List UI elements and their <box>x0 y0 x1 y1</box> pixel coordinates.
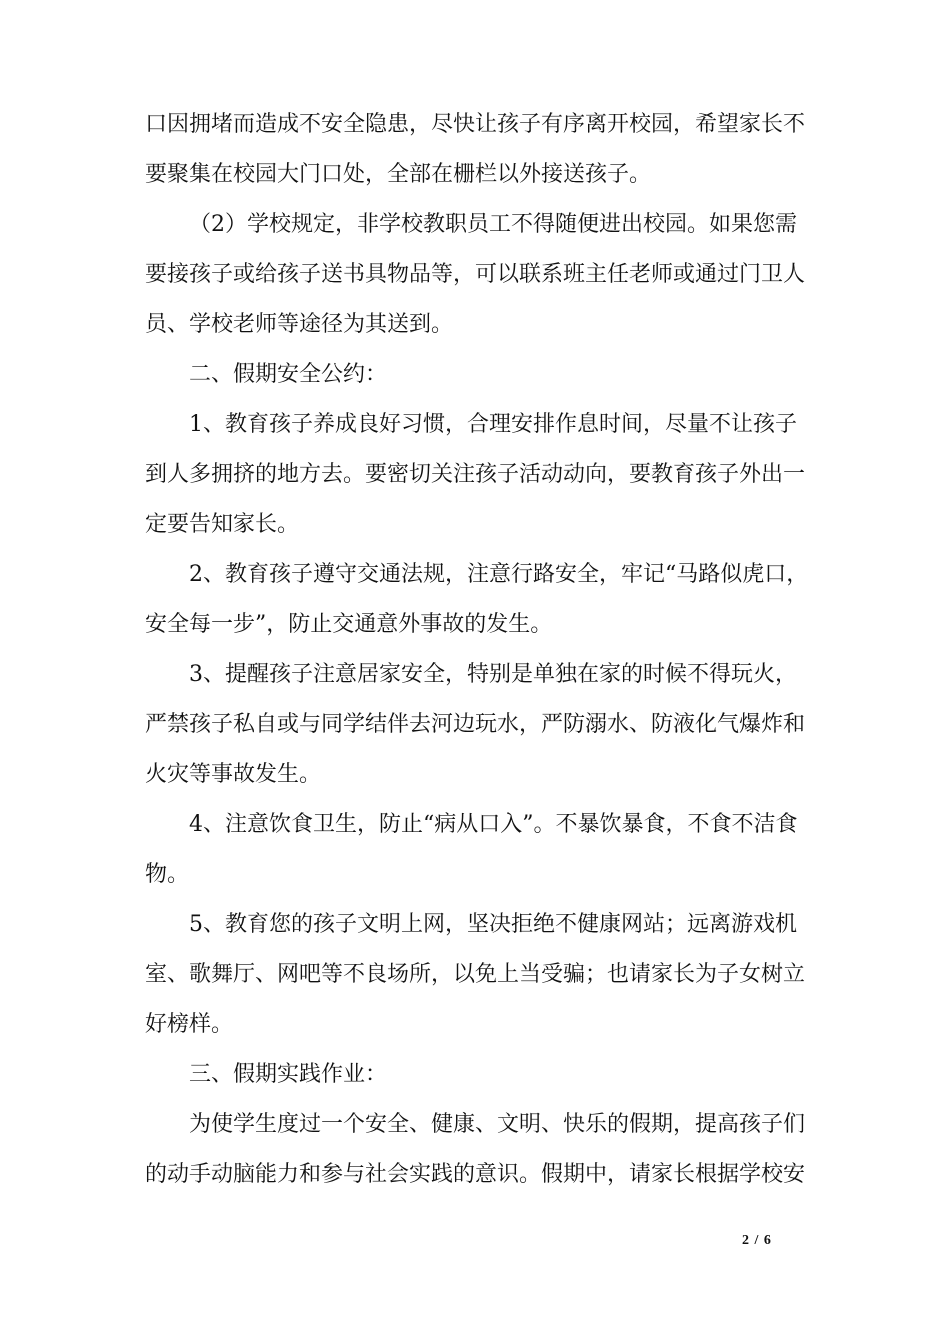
text-line: 3、提醒孩子注意居家安全，特别是单独在家的时候不得玩火， <box>189 662 797 687</box>
text-line: 定要告知家长。 <box>145 512 300 537</box>
text-line: 好榜样。 <box>145 1012 234 1037</box>
text-line: 到人多拥挤的地方去。要密切关注孩子活动动向，要教育孩子外出一 <box>145 462 806 487</box>
text-line: 要接孩子或给孩子送书具物品等，可以联系班主任老师或通过门卫人 <box>145 262 806 287</box>
section-heading: 三、假期实践作业： <box>189 1062 388 1087</box>
text-line: 员、学校老师等途径为其送到。 <box>145 312 454 337</box>
text-line: 物。 <box>145 862 190 887</box>
text-line: 2、教育孩子遵守交通法规，注意行路安全，牢记“马路似虎口， <box>189 562 809 587</box>
text-line: 要聚集在校园大门口处，全部在栅栏以外接送孩子。 <box>145 162 652 187</box>
text-line: 1、教育孩子养成良好习惯，合理安排作息时间，尽量不让孩子 <box>189 412 797 437</box>
text-line: 严禁孩子私自或与同学结伴去河边玩水，严防溺水、防液化气爆炸和 <box>145 712 806 737</box>
section-heading: 二、假期安全公约： <box>189 362 388 387</box>
text-line: 4、注意饮食卫生，防止“病从口入”。不暴饮暴食，不食不洁食 <box>189 812 798 837</box>
text-line: 5、教育您的孩子文明上网，坚决拒绝不健康网站；远离游戏机 <box>189 912 797 937</box>
document-body <box>145 100 815 1200</box>
text-line: 为使学生度过一个安全、健康、文明、快乐的假期，提高孩子们 <box>189 1112 806 1137</box>
text-line: 安全每一步”，防止交通意外事故的发生。 <box>145 612 553 637</box>
text-line: 火灾等事故发生。 <box>145 762 322 787</box>
text-line: 口因拥堵而造成不安全隐患，尽快让孩子有序离开校园，希望家长不 <box>145 112 806 137</box>
text-line: （2）学校规定，非学校教职员工不得随便进出校园。如果您需 <box>189 212 797 237</box>
page-number: 2 / 6 <box>742 1233 772 1248</box>
text-line: 室、歌舞厅、网吧等不良场所，以免上当受骗；也请家长为子女树立 <box>145 962 806 987</box>
text-line: 的动手动脑能力和参与社会实践的意识。假期中，请家长根据学校安 <box>145 1162 806 1187</box>
